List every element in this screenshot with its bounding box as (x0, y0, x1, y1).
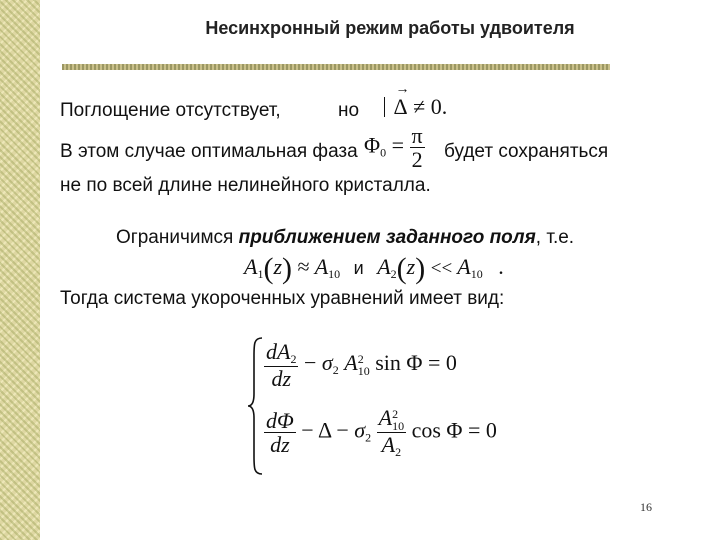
text-line-optimal-phase (60, 141, 358, 163)
crystal-text: не по всей длине нелинейного кристалла. (60, 175, 431, 196)
phi-symbol: Φ (364, 132, 381, 158)
approx-sign: ≈ (297, 254, 310, 279)
equals-sign: = (391, 132, 405, 158)
equation-2 (264, 406, 497, 459)
eq2-a2-subscript: 2 (395, 444, 402, 459)
phi-subscript: 0 (380, 145, 387, 160)
formula-conditions: $A_1(z) \approx A_{10}$ и $A_2(z) << A_{10}$ . (244, 252, 504, 285)
eq2-a10: A (378, 405, 393, 430)
eq2-sigma: σ (354, 417, 366, 443)
z-variable: z (273, 254, 283, 279)
a10b-subscript: 10 (470, 267, 483, 281)
eq1-a: A (277, 339, 291, 364)
vector-arrow-icon: → (395, 82, 410, 97)
approximation-emphasis: приближением заданного поля (238, 227, 536, 248)
will-persist-text: будет сохраняться (444, 141, 609, 162)
title-divider (62, 64, 610, 70)
eq2-a2: A (381, 431, 396, 457)
conj-and: и (353, 258, 364, 278)
limit-text: Ограничимся (116, 227, 234, 248)
eq1-sigma: σ (321, 349, 333, 375)
ie-text: , т.е. (535, 227, 575, 248)
eq1-a10-sup: 2 (357, 351, 364, 366)
optimal-phase-text: В этом случае оптимальная фаза (60, 141, 358, 162)
eq2-minus-delta: − Δ − (301, 417, 349, 443)
eq2-cos-term: cos Φ = 0 (411, 417, 497, 443)
eq1-sigma-subscript: 2 (332, 362, 339, 377)
eq1-sin-term: sin Φ = 0 (375, 349, 457, 375)
text-will-persist (444, 141, 608, 163)
formula-phi0 (364, 124, 425, 171)
cond-period: . (498, 254, 504, 279)
conj-but: но (338, 100, 360, 121)
neq-zero: ≠ 0. (413, 94, 448, 119)
eq1-a10-indices (358, 353, 370, 377)
eq1-a10-sub: 10 (357, 363, 370, 378)
delta-vector (393, 82, 410, 120)
eq2-derivative (264, 409, 296, 456)
a10-symbol: A (314, 254, 329, 279)
eq1-derivative (264, 340, 298, 390)
eq1-a10: A (344, 349, 358, 375)
formula-delta-neq-zero (384, 82, 448, 120)
eq1-minus: − (303, 349, 317, 375)
text-line-approximation (116, 227, 574, 249)
eq2-a10-sup: 2 (392, 406, 399, 421)
eq1-a-subscript: 2 (290, 352, 297, 366)
a10-subscript: 10 (328, 267, 341, 281)
eq2-denominator: dz (270, 431, 290, 457)
text-conj-but (338, 100, 359, 122)
bracket-mark (384, 97, 385, 117)
eq2-numerator: dΦ (266, 407, 294, 433)
pi-over-two (410, 124, 425, 171)
eq2-ratio-numerator (377, 406, 406, 433)
eq1-denominator: dz (271, 365, 291, 391)
a1-symbol: A (244, 254, 258, 279)
absorption-text: Поглощение отсутствует, (60, 100, 281, 121)
delta-symbol: Δ (393, 94, 408, 119)
eq2-a10-indices (392, 408, 404, 432)
system-text: Тогда система укороченных уравнений имеет вид: (60, 288, 505, 309)
eq1-d: d (266, 339, 277, 364)
much-less-sign: << (430, 258, 453, 279)
text-line-crystal (60, 175, 431, 197)
a10b-symbol: A (457, 254, 471, 279)
a2-symbol: A (377, 254, 391, 279)
a1-subscript: 1 (257, 267, 264, 281)
eq2-ratio-denominator (377, 433, 406, 459)
a2-subscript: 2 (390, 267, 397, 281)
equation-1 (264, 340, 457, 390)
eq1-numerator (264, 340, 298, 367)
system-brace (246, 336, 266, 476)
slide-title: Несинхронный режим работы удвоителя (205, 18, 575, 38)
eq2-a10-sub: 10 (392, 418, 405, 433)
text-line-absorption (60, 100, 281, 122)
frac-den-two: 2 (411, 147, 423, 173)
eq2-sigma-subscript: 2 (365, 430, 372, 445)
page-number: 16 (640, 500, 652, 514)
frac-num-pi: π (411, 123, 423, 148)
z-variable-2: z (406, 254, 416, 279)
decorative-left-strip (0, 0, 40, 540)
eq2-ratio (377, 406, 406, 459)
text-line-system (60, 288, 504, 310)
